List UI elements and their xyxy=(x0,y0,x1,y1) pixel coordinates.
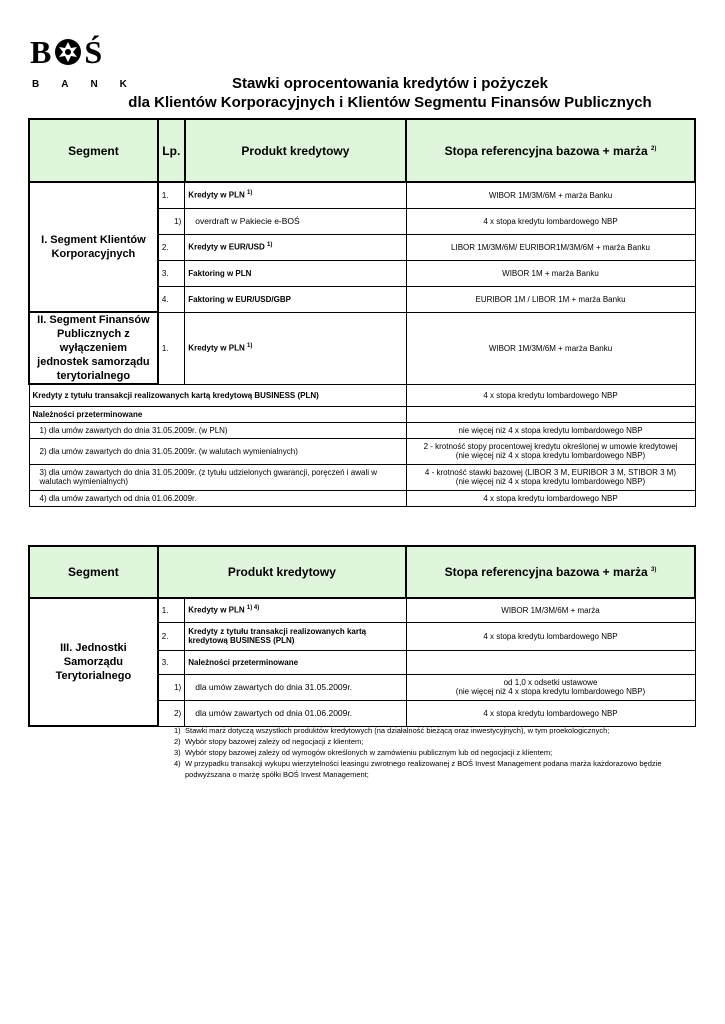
rate-cell: nie więcej niż 4 x stopa kredytu lombardowego NBP xyxy=(406,422,695,438)
footnote xyxy=(174,747,694,758)
segment-cell: I. Segment Klientów Korporacyjnych xyxy=(29,182,158,312)
table-row xyxy=(29,406,695,422)
lp-cell: 3. xyxy=(158,650,185,674)
product-sup: 1) xyxy=(247,190,253,197)
table-row xyxy=(29,422,695,438)
rate-line-1: od 1,0 x odsetki ustawowe xyxy=(503,678,598,687)
overdue-item-cell: 2) dla umów zawartych do dnia 31.05.2009r. (w walutach wymienialnych) xyxy=(29,438,406,464)
product-cell xyxy=(185,182,406,208)
rate-cell: EURIBOR 1M / LIBOR 1M + marża Banku xyxy=(406,286,695,312)
lp-cell: 2) xyxy=(158,700,185,726)
rate-cell: 4 x stopa kredytu lombardowego NBP xyxy=(406,622,695,650)
rate-line-2: (nie więcej niż 4 x stopa kredytu lombardowego NBP) xyxy=(455,477,646,486)
logo-letter-s: Ś xyxy=(84,34,104,70)
header-rate-sup: 2) xyxy=(651,145,657,152)
header-product: Produkt kredytowy xyxy=(158,546,406,598)
lp-cell: 1. xyxy=(158,312,185,384)
footnote-number: 4) xyxy=(174,759,181,768)
logo-bank-text: BANK xyxy=(32,79,149,90)
header-segment: Segment xyxy=(29,119,158,182)
page-title xyxy=(80,74,700,112)
rate-cell: 4 x stopa kredytu lombardowego NBP xyxy=(406,700,695,726)
footnote-number: 1) xyxy=(174,726,181,735)
rate-line-1: 2 - krotność stopy procentowej kredytu określonej w umowie kredytowej xyxy=(423,442,678,451)
rate-cell xyxy=(406,464,695,490)
product-text: Kredyty w PLN xyxy=(188,606,245,616)
lp-cell: 1. xyxy=(158,598,185,622)
overdue-label-cell: Należności przeterminowane xyxy=(29,406,406,422)
header-rate xyxy=(406,546,695,598)
table-row xyxy=(29,598,695,622)
rate-cell xyxy=(406,406,695,422)
rate-cell xyxy=(406,438,695,464)
table-row xyxy=(29,464,695,490)
lp-cell: 2. xyxy=(158,622,185,650)
product-cell xyxy=(185,598,406,622)
lp-cell: 1. xyxy=(158,182,185,208)
segment-cell: II. Segment Finansów Publicznych z wyłączeniem jednostek samorządu terytorialnego xyxy=(29,312,158,384)
footnote-number: 2) xyxy=(174,737,181,746)
rate-cell: WIBOR 1M/3M/6M + marża Banku xyxy=(406,182,695,208)
header-segment: Segment xyxy=(29,546,158,598)
lp-cell: 1) xyxy=(158,674,185,700)
table-header xyxy=(29,119,695,182)
rate-cell: WIBOR 1M/3M/6M + marża xyxy=(406,598,695,622)
header-product: Produkt kredytowy xyxy=(185,119,406,182)
table-row xyxy=(29,182,695,208)
overdue-item-cell: 1) dla umów zawartych do dnia 31.05.2009r. (w PLN) xyxy=(29,422,406,438)
table-header xyxy=(29,546,695,598)
title-line-1: Stawki oprocentowania kredytów i pożyczek xyxy=(232,75,548,92)
table-row xyxy=(29,490,695,506)
rate-line-2: (nie więcej niż 4 x stopa kredytu lombardowego NBP) xyxy=(455,451,646,460)
rates-table-1 xyxy=(28,118,696,507)
footnote-number: 3) xyxy=(174,748,181,757)
leaf-icon xyxy=(53,37,83,67)
rate-cell: 4 x stopa kredytu lombardowego NBP xyxy=(406,208,695,234)
lp-cell: 4. xyxy=(158,286,185,312)
product-text: Kredyty w EUR/USD xyxy=(188,242,265,252)
rate-cell: WIBOR 1M/3M/6M + marża Banku xyxy=(406,312,695,384)
product-cell: Kredyty z tytułu transakcji realizowanych kartą kredytową BUSINESS (PLN) xyxy=(185,622,406,650)
lp-cell: 1) xyxy=(158,208,185,234)
title-line-2: dla Klientów Korporacyjnych i Klientów Segmentu Finansów Publicznych xyxy=(128,94,652,111)
product-cell: dla umów zawartych od dnia 01.06.2009r. xyxy=(185,700,406,726)
rate-cell: 4 x stopa kredytu lombardowego NBP xyxy=(406,384,695,406)
logo-letter-b: B xyxy=(30,34,53,70)
rate-line-1: 4 - krotność stawki bazowej (LIBOR 3 M, EURIBOR 3 M, STIBOR 3 M) xyxy=(424,468,677,477)
header-rate-sup: 3) xyxy=(651,567,657,573)
card-label-cell: Kredyty z tytułu transakcji realizowanych kartą kredytową BUSINESS (PLN) xyxy=(29,384,406,406)
rate-cell: 4 x stopa kredytu lombardowego NBP xyxy=(406,490,695,506)
product-cell: Faktoring w EUR/USD/GBP xyxy=(185,286,406,312)
product-text: Kredyty w PLN xyxy=(188,191,245,201)
product-cell: Należności przeterminowane xyxy=(185,650,406,674)
overdue-item-cell: 4) dla umów zawartych od dnia 01.06.2009r. xyxy=(29,490,406,506)
footnote-text: Wybór stopy bazowej zależy od wymogów określonych w zamówieniu publicznym lub od negocjacji z klientem; xyxy=(185,748,553,757)
header-rate-text: Stopa referencyjna bazowa + marża xyxy=(444,143,648,158)
footnote xyxy=(174,725,694,736)
header-rate xyxy=(406,119,695,182)
footnotes xyxy=(174,725,694,780)
header-lp: Lp. xyxy=(158,119,185,182)
product-text: Kredyty w PLN xyxy=(188,343,245,353)
rate-cell: LIBOR 1M/3M/6M/ EURIBOR1M/3M/6M + marża Banku xyxy=(406,234,695,260)
product-cell: Faktoring w PLN xyxy=(185,260,406,286)
footnote-text: Stawki marż dotyczą wszystkich produktów kredytowych (na działalność bieżącą oraz inwestycyjnych), w tym proekologicznych; xyxy=(185,726,610,735)
lp-cell: 3. xyxy=(158,260,185,286)
header-rate-text: Stopa referencyjna bazowa + marża xyxy=(444,565,648,579)
footnote xyxy=(174,736,694,747)
footnote xyxy=(174,758,694,780)
rate-cell xyxy=(406,674,695,700)
footnote-text: Wybór stopy bazowej zależy od negocjacji z klientem; xyxy=(185,737,364,746)
table-row xyxy=(29,384,695,406)
lp-cell: 2. xyxy=(158,234,185,260)
product-sup: 1) xyxy=(267,242,273,249)
segment-cell: III. Jednostki Samorządu Terytorialnego xyxy=(29,598,158,726)
product-sup: 1) 4) xyxy=(246,605,260,612)
rate-line-2: (nie więcej niż 4 x stopa kredytu lombardowego NBP) xyxy=(455,687,646,696)
product-cell xyxy=(185,312,406,384)
table-row xyxy=(29,438,695,464)
product-cell: overdraft w Pakiecie e-BOŚ xyxy=(185,208,406,234)
product-cell: dla umów zawartych do dnia 31.05.2009r. xyxy=(185,674,406,700)
product-sup: 1) xyxy=(247,343,253,350)
table-row xyxy=(29,312,695,384)
overdue-item-cell: 3) dla umów zawartych do dnia 31.05.2009r. (z tytułu udzielonych gwarancji, poręczeń i awali w walutach wymienialnych) xyxy=(29,464,406,490)
rate-cell: WIBOR 1M + marża Banku xyxy=(406,260,695,286)
rates-table-2 xyxy=(28,545,696,727)
product-cell xyxy=(185,234,406,260)
footnote-text: W przypadku transakcji wykupu wierzytelności leasingu zwrotnego realizowanej z BOŚ Invest Management podana marża każdorazowo będzie podwyższana o marżę spółki BOŚ Invest Management; xyxy=(185,759,662,779)
rate-cell xyxy=(406,650,695,674)
